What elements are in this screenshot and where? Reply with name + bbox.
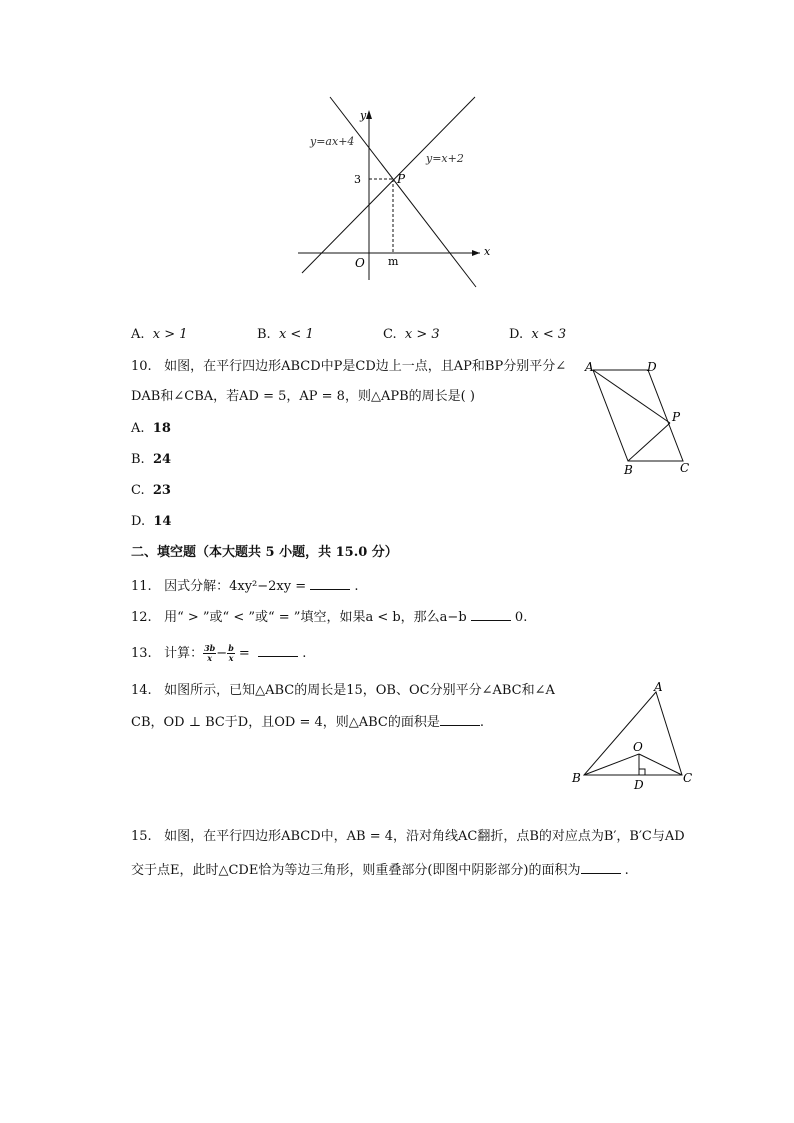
q9-option-d[interactable] (509, 327, 566, 343)
m-label: m (388, 255, 399, 268)
q10-line2: DAB和∠CBA，若AD = 5，AP = 8，则△APB的周长是( ) (131, 389, 475, 404)
point-p-label: P (672, 410, 681, 424)
question-text: 因式分解：4xy²−2xy = (164, 579, 307, 594)
fraction-numerator: 3b (204, 643, 216, 653)
q10-option-d[interactable] (131, 514, 171, 530)
option-letter: A. (131, 421, 145, 436)
q12 (131, 608, 527, 626)
question-text: 如图，在平行四边形ABCD中，AB = 4，沿对角线AC翻折，点B的对应点为B′，B′C与AD (164, 829, 685, 844)
option-text: 23 (152, 483, 171, 498)
question-text: 计算： (164, 646, 204, 661)
answer-blank[interactable] (310, 577, 350, 590)
q10-option-c[interactable] (131, 483, 171, 499)
minus-sign: − (216, 646, 228, 661)
fraction-2 (227, 644, 235, 663)
y-axis-arrow (366, 110, 372, 119)
x-axis-label: x (484, 245, 491, 258)
line1-label: y=ax+4 (310, 135, 355, 148)
option-letter: D. (131, 514, 146, 529)
q9-option-a[interactable] (131, 327, 188, 343)
vertex-c-label: C (683, 771, 693, 785)
q11 (131, 577, 359, 595)
segment-ob (584, 754, 639, 775)
line-y-ax-plus-4 (330, 97, 476, 287)
q15-line1 (131, 829, 685, 845)
q10-line1 (131, 359, 566, 375)
q13 (131, 643, 306, 665)
question-number: 15. (131, 829, 152, 844)
origin-label: O (355, 256, 365, 270)
triangle-abc (584, 692, 682, 775)
vertex-a-label: A (585, 360, 594, 374)
option-letter: B. (131, 452, 145, 467)
q14-line2 (131, 713, 484, 731)
y-axis-label: y (360, 109, 367, 122)
fraction-denominator: x (207, 653, 213, 663)
answer-blank[interactable] (440, 713, 480, 726)
option-text: x > 3 (404, 327, 440, 342)
point-p-label: P (397, 172, 406, 186)
vertex-c-label: C (680, 461, 690, 475)
q9-option-b[interactable] (257, 327, 314, 343)
question-number: 14. (131, 683, 152, 698)
fraction-1 (203, 644, 216, 663)
x-axis-arrow (472, 250, 480, 256)
option-text: x < 1 (278, 327, 314, 342)
linear-functions-graph (290, 92, 500, 292)
parallelogram-figure (580, 358, 700, 480)
option-text: 14 (153, 514, 172, 529)
tick-3-label: 3 (354, 173, 361, 186)
question-suffix: . (479, 715, 485, 730)
question-suffix: . (354, 579, 359, 594)
right-angle-mark (639, 769, 645, 775)
equals-sign: = (238, 646, 250, 661)
question-text: 如图，在平行四边形ABCD中P是CD边上一点，且AP和BP分别平分∠ (164, 359, 567, 374)
question-number: 11. (131, 579, 152, 594)
q10-option-a[interactable] (131, 421, 171, 437)
point-d-label: D (634, 778, 644, 792)
option-text: x > 1 (152, 327, 188, 342)
option-text: x < 3 (531, 327, 567, 342)
question-suffix: 0. (514, 610, 528, 625)
question-text: CB，OD ⊥ BC于D，且OD = 4，则△ABC的面积是 (131, 715, 440, 730)
question-suffix: . (624, 863, 629, 878)
section-title: 二、填空题（本大题共 5 小题，共 15.0 分） (131, 545, 398, 560)
question-text: 交于点E，此时△CDE恰为等边三角形，则重叠部分(即图中阴影部分)的面积为 (131, 863, 581, 878)
vertex-d-label: D (647, 360, 657, 374)
triangle-figure (566, 678, 696, 798)
question-suffix: . (302, 646, 307, 661)
vertex-b-label: B (572, 771, 581, 785)
option-letter: C. (383, 327, 397, 342)
vertex-b-label: B (624, 463, 633, 477)
answer-blank[interactable] (258, 644, 298, 657)
q10-option-b[interactable] (131, 452, 171, 468)
fraction-denominator: x (228, 653, 234, 663)
answer-blank[interactable] (471, 608, 511, 621)
option-letter: D. (509, 327, 524, 342)
point-o-label: O (633, 740, 643, 754)
q14-line1 (131, 683, 555, 699)
question-text: 如图所示，已知△ABC的周长是15，OB、OC分别平分∠ABC和∠A (164, 683, 555, 698)
question-number: 12. (131, 610, 152, 625)
segment-bp (628, 423, 670, 461)
option-letter: B. (257, 327, 271, 342)
option-letter: A. (131, 327, 145, 342)
option-letter: C. (131, 483, 145, 498)
option-text: 24 (152, 452, 172, 467)
question-number: 13. (131, 646, 152, 661)
question-text: 用“ > ”或“ < ”或“ = ”填空，如果a < b，那么a−b (164, 610, 467, 625)
line2-label: y=x+2 (426, 152, 464, 165)
line-y-x-plus-2 (302, 97, 475, 273)
answer-blank[interactable] (581, 861, 621, 874)
vertex-a-label: A (654, 680, 663, 694)
fraction-numerator: b (228, 643, 234, 653)
question-number: 10. (131, 359, 152, 374)
option-text: 18 (152, 421, 171, 436)
q15-line2 (131, 861, 629, 879)
q9-option-c[interactable] (383, 327, 440, 343)
parallelogram-abcd (593, 370, 683, 461)
